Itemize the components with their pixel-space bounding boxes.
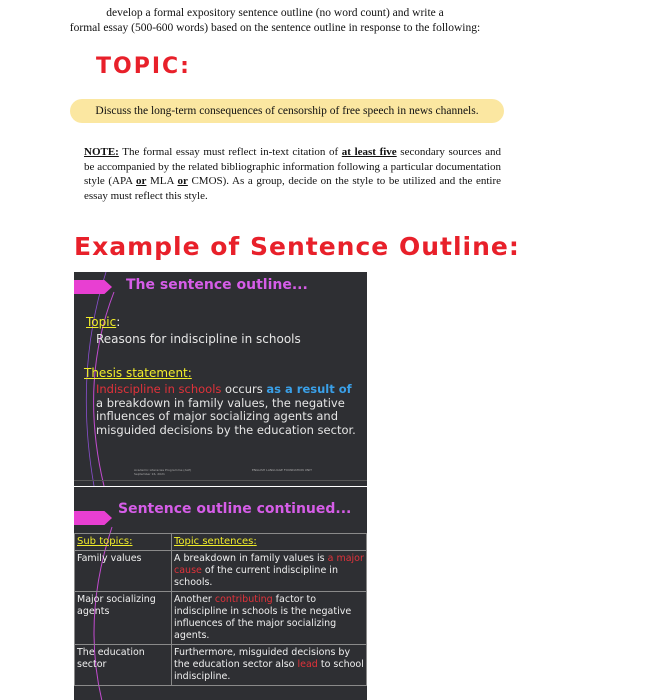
note-paragraph bbox=[84, 145, 501, 203]
note-text-2: secondary sources and be accompanied by the related bibliographic information following a particular documentation style (APA bbox=[84, 146, 501, 187]
slide1-title: The sentence outline... bbox=[126, 277, 308, 293]
table-row bbox=[75, 551, 367, 592]
slide1-thesis-label: Thesis statement: bbox=[84, 366, 192, 380]
slide2-title: Sentence outline continued... bbox=[118, 501, 352, 517]
note-or-2: or bbox=[177, 175, 188, 187]
topic-prompt: Discuss the long-term consequences of censorship of free speech in news channels. bbox=[70, 99, 504, 123]
slide1-thesis-text: Indiscipline in schools occurs as a result of a breakdown in family values, the negative influences of major socializing agents and misguided decisions by the education sector. bbox=[96, 382, 356, 437]
slide1-footer-divider bbox=[74, 480, 367, 481]
example-handwritten-heading: Example of Sentence Outline: bbox=[74, 232, 520, 261]
outline-table bbox=[74, 533, 367, 686]
table-row bbox=[75, 592, 367, 645]
instructions bbox=[40, 6, 510, 36]
sub-topic-cell: Major socializing agents bbox=[75, 592, 172, 645]
slide-sentence-outline-continued bbox=[74, 487, 367, 700]
note-text-3: MLA bbox=[146, 175, 178, 187]
note-or-1: or bbox=[136, 175, 147, 187]
note-emphasis: at least five bbox=[341, 146, 397, 158]
slide-sentence-outline bbox=[74, 272, 367, 486]
sub-topic-cell: Family values bbox=[75, 551, 172, 592]
slide1-footer-right: ENGLISH LANGUAGE FOUNDATION UNIT bbox=[252, 468, 312, 472]
note-label: NOTE: bbox=[84, 146, 119, 158]
slide1-footer-left: Academic Literacies Programme (ALP) September 16, 2021 bbox=[134, 468, 192, 476]
instructions-line-2: formal essay (500-600 words) based on the sentence outline in response to the following: bbox=[69, 22, 481, 34]
table-header-row bbox=[75, 534, 367, 551]
sub-topic-cell: The education sector bbox=[75, 645, 172, 686]
topic-handwritten-heading: TOPIC: bbox=[96, 54, 191, 79]
instructions-line-1: develop a formal expository sentence outline (no word count) and write a bbox=[106, 7, 444, 19]
col-header-sub-topics: Sub topics: bbox=[75, 534, 172, 551]
note-text-4: CMOS). As a group, decide on the style to be utilized and the entire essay must reflect this style. bbox=[84, 175, 501, 202]
slide1-topic-label: Topic: bbox=[86, 315, 121, 329]
topic-sentence-cell: A breakdown in family values is a major cause of the current indiscipline in schools. bbox=[172, 551, 367, 592]
col-header-topic-sentences: Topic sentences: bbox=[172, 534, 367, 551]
title-tag-shape bbox=[74, 511, 112, 525]
note-text-1: The formal essay must reflect in-text citation of bbox=[118, 146, 342, 158]
slide1-topic-text: Reasons for indiscipline in schools bbox=[96, 332, 301, 346]
table-row bbox=[75, 645, 367, 686]
title-tag-shape bbox=[74, 280, 112, 294]
topic-sentence-cell: Another contributing factor to indiscipline in schools is the negative influences of the major socializing agents. bbox=[172, 592, 367, 645]
topic-sentence-cell: Furthermore, misguided decisions by the education sector also lead to school indiscipline. bbox=[172, 645, 367, 686]
